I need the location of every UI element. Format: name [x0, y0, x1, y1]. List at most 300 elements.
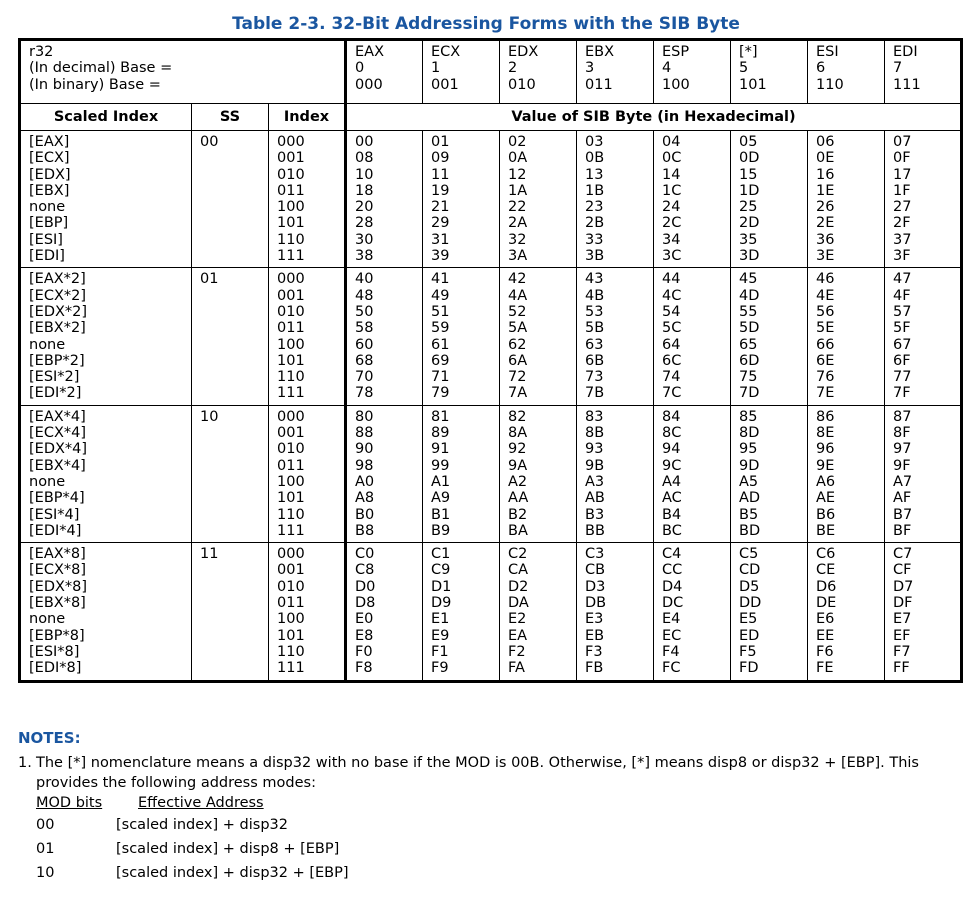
- sib-value-cell-line: 0B: [585, 150, 605, 167]
- scaled-index-cell-line: [EAX]: [29, 134, 70, 150]
- sib-value-cell-line: B4: [662, 506, 682, 523]
- scaled-index-cell-line: [EBP*2]: [29, 352, 85, 369]
- sib-value-cell-line: 97: [893, 441, 912, 458]
- sib-value-cell: [808, 543, 885, 681]
- table-body: [20, 40, 962, 682]
- sib-value-cell-line: 94: [662, 441, 681, 458]
- index-cell-line: 101: [277, 215, 305, 232]
- sib-value-cell: [577, 131, 654, 268]
- scaled-index-cell-line: [ECX*4]: [29, 425, 87, 442]
- sib-value-cell-line: 5D: [739, 320, 760, 337]
- sib-value-cell-line: E0: [355, 611, 374, 628]
- sib-value-cell-line: 71: [431, 369, 450, 386]
- sib-value-cell-line: A7: [893, 473, 913, 490]
- sib-value-cell-line: A3: [585, 473, 605, 490]
- sib-value-cell-line: EA: [508, 627, 528, 644]
- sib-value-cell-line: 38: [355, 248, 374, 265]
- sib-value-cell: [885, 268, 962, 405]
- sib-value-cell-line: 6C: [662, 352, 682, 369]
- index-cell-line: 001: [277, 150, 305, 167]
- sib-value-cell-line: 85: [739, 408, 758, 425]
- sib-value-cell-line: DF: [893, 595, 913, 612]
- scaled-index-cell-line: [EDI]: [29, 248, 65, 265]
- sib-value-cell-line: D4: [662, 578, 683, 595]
- scaled-index-cell-line: [EDI*4]: [29, 522, 82, 539]
- scaled-index-cell-line: [EAX*4]: [29, 408, 86, 425]
- scaled-index-cell: [20, 268, 192, 405]
- index-cell: [269, 405, 346, 542]
- scaled-index-cell-line: [ESI*8]: [29, 643, 80, 660]
- sib-value-cell-line: 17: [893, 166, 912, 183]
- sib-value-cell-line: 54: [662, 303, 681, 320]
- sib-value-cell-line: 49: [431, 287, 450, 304]
- sib-value-cell-line: AF: [893, 490, 912, 507]
- scaled-index-cell-line: [EAX*2]: [29, 271, 86, 288]
- sib-value-cell: [577, 268, 654, 405]
- scaled-index-cell-line: [ESI*4]: [29, 506, 80, 523]
- sib-value-cell-line: 91: [431, 441, 450, 458]
- effective-address: [scaled index] + disp32 + [EBP]: [116, 865, 349, 881]
- sib-value-cell-line: A0: [355, 473, 375, 490]
- effective-address: [scaled index] + disp32: [116, 817, 288, 833]
- sib-value-cell: [423, 268, 500, 405]
- index-cell-line: 010: [277, 303, 305, 320]
- sib-value-cell-line: 7B: [585, 385, 605, 402]
- table-title: Table 2-3. 32-Bit Addressing Forms with the SIB Byte: [232, 14, 740, 34]
- sib-value-cell-line: 4C: [662, 287, 682, 304]
- base-bin: 000: [355, 76, 383, 93]
- sib-value-cell-line: 27: [893, 199, 912, 216]
- index-cell-line: 011: [277, 182, 305, 199]
- sib-value-cell-line: 11: [431, 166, 450, 183]
- scaled-index-cell-line: [ECX*2]: [29, 287, 87, 304]
- ss-cell: 10: [192, 405, 269, 542]
- sib-value-cell-line: F4: [662, 643, 680, 660]
- base-column-header: [346, 40, 423, 104]
- scaled-index-cell-line: [EDX]: [29, 166, 71, 183]
- sib-value-cell-line: CE: [816, 562, 836, 579]
- base-reg: EAX: [355, 44, 385, 60]
- sib-value-cell-line: FC: [662, 660, 681, 677]
- sib-value-cell-line: 0C: [662, 150, 682, 167]
- sib-value-cell-line: 5B: [585, 320, 605, 337]
- index-cell-line: 000: [277, 271, 305, 288]
- sib-value-cell-line: 31: [431, 231, 450, 248]
- sib-value-cell-line: 67: [893, 336, 912, 353]
- sib-value-cell-line: 88: [355, 425, 374, 442]
- index-cell-line: 101: [277, 490, 305, 507]
- sib-value-cell-line: 9A: [508, 457, 528, 474]
- sib-value-cell-line: C2: [508, 546, 528, 563]
- sib-value-cell-line: 35: [739, 231, 758, 248]
- index-cell-line: 000: [277, 134, 305, 150]
- index-cell-line: 001: [277, 425, 305, 442]
- ss-cell: 00: [192, 131, 269, 268]
- sib-value-cell-line: 34: [662, 231, 681, 248]
- base-column-header: [423, 40, 500, 104]
- sib-value-cell-line: B1: [431, 506, 451, 523]
- sib-value-cell-line: FF: [893, 660, 910, 677]
- ss-cell: 01: [192, 268, 269, 405]
- sib-value-cell-line: 64: [662, 336, 681, 353]
- sib-value-cell-line: B7: [893, 506, 913, 523]
- scaled-index-cell-line: [EBX]: [29, 182, 70, 199]
- sib-value-cell-line: 6F: [893, 352, 911, 369]
- sib-value-cell-line: CC: [662, 562, 683, 579]
- sib-value-cell-line: 73: [585, 369, 604, 386]
- index-cell-line: 110: [277, 643, 305, 660]
- sib-value-cell-line: D5: [739, 578, 760, 595]
- sib-value-cell: [885, 543, 962, 681]
- value-header: Value of SIB Byte (in Hexadecimal): [346, 104, 962, 131]
- sib-value-cell: [346, 543, 423, 681]
- index-cell-line: 101: [277, 627, 305, 644]
- sib-value-cell-line: 99: [431, 457, 450, 474]
- sib-value-cell-line: 9F: [893, 457, 911, 474]
- sib-value-cell-line: 84: [662, 408, 681, 425]
- base-bin: 110: [816, 76, 844, 93]
- sib-value-cell-line: BA: [508, 522, 528, 539]
- effective-address-header: Effective Address: [138, 795, 264, 811]
- index-cell-line: 110: [277, 231, 305, 248]
- r32-label-cell: [20, 40, 346, 104]
- index-cell-line: 010: [277, 166, 305, 183]
- sib-value-cell-line: 77: [893, 369, 912, 386]
- sib-value-cell-line: 68: [355, 352, 374, 369]
- sib-value-cell-line: 93: [585, 441, 604, 458]
- sib-value-cell-line: E1: [431, 611, 450, 628]
- binary-base-label: (In binary) Base =: [29, 76, 161, 93]
- sib-value-cell-line: D0: [355, 578, 376, 595]
- sib-value-cell: [654, 131, 731, 268]
- notes-heading: NOTES:: [18, 729, 81, 747]
- sib-value-cell-line: E5: [739, 611, 758, 628]
- base-dec: 1: [431, 60, 441, 77]
- sib-value-cell-line: 42: [508, 271, 527, 288]
- sib-value-cell-line: 3C: [662, 248, 682, 265]
- sib-value-cell-line: 92: [508, 441, 527, 458]
- index-cell-line: 001: [277, 562, 305, 579]
- index-cell-line: 100: [277, 199, 305, 216]
- sib-value-cell-line: 21: [431, 199, 450, 216]
- scaled-index-cell-line: none: [29, 473, 66, 490]
- sib-value-cell-line: E4: [662, 611, 681, 628]
- base-dec: 3: [585, 60, 595, 77]
- sib-value-cell-line: 0E: [816, 150, 835, 167]
- sib-value-cell-line: E9: [431, 627, 450, 644]
- scaled-index-cell-line: [EBX*2]: [29, 320, 86, 337]
- base-reg: EBX: [585, 44, 615, 60]
- index-cell-line: 010: [277, 578, 305, 595]
- sib-value-cell-line: AD: [739, 490, 761, 507]
- scaled-index-cell-line: [EDI*8]: [29, 660, 82, 677]
- index-cell: [269, 131, 346, 268]
- note-number: 1.: [18, 755, 32, 771]
- sib-value-cell-line: 3A: [508, 248, 528, 265]
- scaled-index-cell-line: [EDX*2]: [29, 303, 88, 320]
- sib-value-cell-line: C7: [893, 546, 913, 563]
- base-dec: 2: [508, 60, 518, 77]
- sib-value-cell-line: E6: [816, 611, 835, 628]
- sib-value-cell-line: AA: [508, 490, 529, 507]
- sib-value-cell-line: D3: [585, 578, 606, 595]
- sib-value-cell-line: B2: [508, 506, 528, 523]
- sib-value-cell: [731, 405, 808, 542]
- sib-value-cell-line: DB: [585, 595, 607, 612]
- sib-value-cell-line: BD: [739, 522, 761, 539]
- sib-value-cell-line: D8: [355, 595, 376, 612]
- mod-row: [36, 865, 349, 889]
- sib-value-cell-line: 33: [585, 231, 604, 248]
- sib-value-cell-line: 26: [816, 199, 835, 216]
- sib-value-cell: [346, 405, 423, 542]
- sib-value-cell: [654, 543, 731, 681]
- sib-value-cell-line: FA: [508, 660, 525, 677]
- sib-value-cell-line: 9B: [585, 457, 605, 474]
- sib-value-cell-line: 1A: [508, 182, 528, 199]
- base-bin: 100: [662, 76, 690, 93]
- sib-value-cell-line: A1: [431, 473, 451, 490]
- sib-value-cell-line: 48: [355, 287, 374, 304]
- sib-value-cell-line: 0D: [739, 150, 760, 167]
- sib-value-cell-line: 2B: [585, 215, 605, 232]
- sib-value-cell-line: C1: [431, 546, 451, 563]
- sib-value-cell: [500, 543, 577, 681]
- sib-value-cell: [731, 131, 808, 268]
- sib-value-cell-line: 86: [816, 408, 835, 425]
- index-cell-line: 110: [277, 369, 305, 386]
- scaled-index-cell-line: none: [29, 611, 66, 628]
- sib-value-cell-line: 39: [431, 248, 450, 265]
- sib-value-cell-line: F1: [431, 643, 449, 660]
- sib-value-cell-line: 59: [431, 320, 450, 337]
- sib-value-cell-line: 82: [508, 408, 527, 425]
- index-cell-line: 000: [277, 546, 305, 563]
- sib-value-cell-line: 02: [508, 134, 527, 150]
- sib-value-cell-line: C4: [662, 546, 682, 563]
- sib-value-cell-line: 5A: [508, 320, 528, 337]
- sib-value-cell-line: C3: [585, 546, 605, 563]
- sib-value-cell-line: F8: [355, 660, 373, 677]
- ss-cell: 11: [192, 543, 269, 681]
- index-cell-line: 100: [277, 611, 305, 628]
- index-cell-line: 111: [277, 385, 305, 402]
- sib-value-cell-line: 3F: [893, 248, 911, 265]
- sib-value-cell-line: 1D: [739, 182, 760, 199]
- sib-value-cell-line: F6: [816, 643, 834, 660]
- sib-value-cell-line: 87: [893, 408, 912, 425]
- sib-value-cell-line: D6: [816, 578, 837, 595]
- sib-value-cell-line: 2C: [662, 215, 682, 232]
- base-dec: 6: [816, 60, 826, 77]
- scaled-index-cell-line: [ESI*2]: [29, 369, 80, 386]
- sib-value-cell-line: C5: [739, 546, 759, 563]
- sib-value-cell-line: BC: [662, 522, 682, 539]
- sib-value-cell-line: 4E: [816, 287, 835, 304]
- base-column-header: [500, 40, 577, 104]
- sib-value-cell-line: CA: [508, 562, 529, 579]
- sib-value-cell-line: A2: [508, 473, 528, 490]
- sib-value-cell-line: C9: [431, 562, 451, 579]
- sib-value-cell-line: 98: [355, 457, 374, 474]
- sib-value-cell-line: B9: [431, 522, 451, 539]
- sib-value-cell: [731, 268, 808, 405]
- mod-table: [36, 795, 349, 889]
- scaled-index-cell-line: none: [29, 336, 66, 353]
- mod-bits-header: MOD bits: [36, 795, 103, 811]
- sib-value-cell-line: 07: [893, 134, 912, 150]
- sib-value-cell: [654, 268, 731, 405]
- sib-value-cell: [808, 268, 885, 405]
- index-cell-line: 011: [277, 595, 305, 612]
- sib-value-cell-line: 7A: [508, 385, 528, 402]
- base-dec: 0: [355, 60, 365, 77]
- sib-value-cell-line: 3E: [816, 248, 835, 265]
- sib-value-cell: [808, 405, 885, 542]
- mod-bits: 00: [36, 817, 55, 833]
- sib-value-cell-line: DC: [662, 595, 684, 612]
- ss-header: SS: [192, 104, 269, 131]
- scaled-index-cell-line: [ESI]: [29, 231, 63, 248]
- sib-value-cell-line: 0A: [508, 150, 528, 167]
- sib-value-cell-line: 13: [585, 166, 604, 183]
- scaled-index-cell-line: [EBX*8]: [29, 595, 86, 612]
- sib-value-cell-line: 43: [585, 271, 604, 288]
- sib-value-cell-line: E7: [893, 611, 912, 628]
- index-cell-line: 010: [277, 441, 305, 458]
- sib-value-cell-line: BF: [893, 522, 912, 539]
- sib-value-cell-line: 24: [662, 199, 681, 216]
- sib-value-cell-line: 80: [355, 408, 374, 425]
- base-bin: 010: [508, 76, 536, 93]
- sib-value-cell-line: CF: [893, 562, 912, 579]
- index-cell-line: 110: [277, 506, 305, 523]
- sib-value-cell-line: 44: [662, 271, 681, 288]
- sib-value-cell-line: 41: [431, 271, 450, 288]
- sib-value-cell-line: 7D: [739, 385, 760, 402]
- index-cell-line: 111: [277, 248, 305, 265]
- sib-value-cell: [346, 268, 423, 405]
- mod-row: [36, 841, 349, 865]
- sib-value-cell: [885, 131, 962, 268]
- sib-value-cell-line: D7: [893, 578, 914, 595]
- note-text: The [*] nomenclature means a disp32 with no base if the MOD is 00B. Otherwise, [*] means disp8 or disp32 + [EBP]. This provides the following address modes:: [36, 755, 919, 791]
- sib-value-cell-line: FD: [739, 660, 759, 677]
- sib-value-cell: [500, 405, 577, 542]
- sib-value-cell-line: 03: [585, 134, 604, 150]
- sib-value-cell-line: AC: [662, 490, 682, 507]
- sib-value-cell: [654, 405, 731, 542]
- sib-value-cell-line: 8F: [893, 425, 911, 442]
- index-cell-line: 001: [277, 287, 305, 304]
- sib-value-cell-line: DA: [508, 595, 529, 612]
- base-column-header: [654, 40, 731, 104]
- base-bin: 011: [585, 76, 613, 93]
- note-item: [18, 753, 963, 793]
- sib-value-cell-line: 96: [816, 441, 835, 458]
- sib-value-cell-line: 30: [355, 231, 374, 248]
- sib-value-cell-line: 74: [662, 369, 681, 386]
- sib-value-cell-line: 5F: [893, 320, 911, 337]
- sib-value-cell: [731, 543, 808, 681]
- sib-value-cell-line: 12: [508, 166, 527, 183]
- sib-value-cell-line: 36: [816, 231, 835, 248]
- sib-value-cell: [346, 131, 423, 268]
- sib-value-cell-line: 57: [893, 303, 912, 320]
- sib-value-cell-line: 16: [816, 166, 835, 183]
- sib-value-cell: [423, 131, 500, 268]
- mod-row: [36, 817, 349, 841]
- sib-value-cell-line: 1F: [893, 182, 911, 199]
- sib-value-cell-line: 46: [816, 271, 835, 288]
- sib-value-cell-line: 28: [355, 215, 374, 232]
- sib-value-cell-line: 90: [355, 441, 374, 458]
- mod-table-header: [36, 795, 349, 817]
- sib-value-cell-line: 58: [355, 320, 374, 337]
- mod-bits: 01: [36, 841, 55, 857]
- sib-value-cell-line: C6: [816, 546, 836, 563]
- mod-table-body: [36, 795, 349, 889]
- sib-value-cell-line: BE: [816, 522, 836, 539]
- sib-value-cell-line: 29: [431, 215, 450, 232]
- sib-value-cell-line: 47: [893, 271, 912, 288]
- sib-value-cell-line: A5: [739, 473, 759, 490]
- index-cell-line: 111: [277, 660, 305, 677]
- index-cell-line: 100: [277, 473, 305, 490]
- sib-value-cell-line: 70: [355, 369, 374, 386]
- sib-value-cell-line: 7F: [893, 385, 911, 402]
- sib-value-cell-line: 95: [739, 441, 758, 458]
- base-reg: EDX: [508, 44, 539, 60]
- scaled-index-cell-line: [EDI*2]: [29, 385, 82, 402]
- sib-value-cell-line: 65: [739, 336, 758, 353]
- sib-value-cell-line: 4F: [893, 287, 911, 304]
- sib-value-cell-line: 79: [431, 385, 450, 402]
- scaled-index-cell-line: [ECX]: [29, 150, 70, 167]
- sib-value-cell-line: E8: [355, 627, 374, 644]
- index-header: Index: [269, 104, 346, 131]
- sib-value-cell-line: 76: [816, 369, 835, 386]
- sib-value-cell-line: 55: [739, 303, 758, 320]
- sib-value-cell-line: E2: [508, 611, 527, 628]
- sib-value-cell-line: E3: [585, 611, 604, 628]
- sib-value-cell: [577, 543, 654, 681]
- sib-value-cell-line: 72: [508, 369, 527, 386]
- scaled-index-cell-line: [EDX*8]: [29, 578, 88, 595]
- sib-value-cell-line: A4: [662, 473, 682, 490]
- sib-value-cell-line: 08: [355, 150, 374, 167]
- sib-value-cell-line: A6: [816, 473, 836, 490]
- sib-value-cell-line: F9: [431, 660, 449, 677]
- sib-value-cell-line: D1: [431, 578, 452, 595]
- sib-value-cell-line: 3B: [585, 248, 605, 265]
- sib-value-cell-line: 8B: [585, 425, 605, 442]
- sib-value-cell-line: 63: [585, 336, 604, 353]
- sib-value-cell-line: 2D: [739, 215, 760, 232]
- sib-value-cell-line: 8E: [816, 425, 835, 442]
- sib-value-cell-line: 6D: [739, 352, 760, 369]
- sib-value-cell-line: 75: [739, 369, 758, 386]
- base-reg: [*]: [739, 44, 758, 60]
- mod-bits: 10: [36, 865, 55, 881]
- sib-value-cell-line: EE: [816, 627, 835, 644]
- sib-value-cell-line: 61: [431, 336, 450, 353]
- sib-table: [18, 38, 963, 683]
- sib-value-cell-line: A9: [431, 490, 451, 507]
- index-cell-line: 011: [277, 320, 305, 337]
- sib-value-cell-line: 1B: [585, 182, 605, 199]
- base-dec: 5: [739, 60, 749, 77]
